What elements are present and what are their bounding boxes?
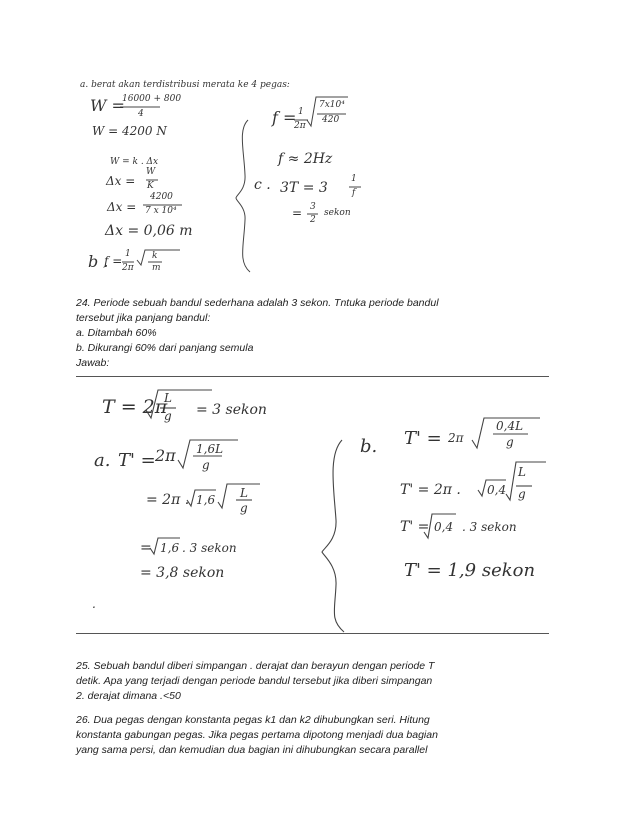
b-line2-root: 0,4 — [487, 483, 507, 497]
a-root-num: 1,6L — [196, 442, 224, 456]
T-lhs: T = 2π — [102, 396, 168, 418]
b-T-lhs: T' = — [404, 428, 442, 449]
a-2pi: 2π — [155, 446, 176, 465]
q24-line-2: tersebut jika panjang bandul: — [76, 312, 211, 324]
a-root-den: g — [202, 458, 210, 472]
question-26 — [76, 713, 556, 758]
dx-lhs-2: Δx = — [107, 200, 137, 214]
a-result: = 3,8 sekon — [140, 565, 225, 581]
f-approx: f ≈ 2Hz — [278, 151, 333, 167]
w-eq-k: W = k . Δx — [110, 157, 159, 167]
c-3t: 3T = 3 — [280, 180, 328, 196]
q24-line-1: 24. Periode sebuah bandul sederhana adalah 3 sekon. Tntuka periode bandul — [76, 297, 439, 309]
f-frac-num: 1 — [298, 107, 304, 117]
b-label: b. — [360, 436, 378, 457]
b-line2-root2-den: g — [518, 487, 526, 501]
stray-dot: . — [92, 597, 96, 611]
q24-line-5: Jawab: — [76, 357, 110, 369]
q24-line-3: a. Ditambah 60% — [76, 327, 157, 339]
c-unit: sekon — [324, 208, 351, 218]
dx-numerator-2: 4200 — [150, 192, 173, 202]
b-line2-root2-num: L — [518, 465, 526, 479]
dx-denominator-2: 7 x 10⁴ — [145, 206, 177, 216]
b-line3-root: 0,4 — [434, 520, 454, 534]
divider-bottom — [76, 633, 549, 634]
f-root-den: 420 — [322, 115, 340, 125]
a-line3-root: 1,6 — [160, 541, 180, 555]
f-frac-den: 2π — [294, 121, 306, 131]
b-root-num: k — [152, 251, 158, 261]
c-frac-den: f — [352, 188, 356, 198]
question-25 — [76, 659, 556, 704]
q26-line-3: yang sama persi, dan kemudian dua bagian ini dihubungkan secara parallel — [76, 744, 428, 756]
dx-lhs: Δx = — [106, 174, 136, 188]
a-line3-post: . 3 sekon — [182, 541, 237, 555]
a-line2-root2-den: g — [240, 501, 248, 515]
b-frac-num: 1 — [125, 249, 131, 259]
b-result: T' = 1,9 sekon — [404, 560, 536, 581]
w-numerator: 16000 + 800 — [122, 94, 182, 104]
dx-numerator: W — [146, 167, 156, 177]
b-f-lhs: f = — [104, 254, 123, 268]
q25-line-1: 25. Sebuah bandul diberi simpangan . derajat dan berayun dengan periode T — [76, 660, 435, 672]
w-lhs: W = — [90, 96, 125, 115]
b-line2-pre: T' = 2π . — [400, 482, 461, 498]
c-frac2-num: 3 — [310, 202, 316, 212]
b-frac-den: 2π — [122, 263, 134, 273]
f-lhs: f = — [272, 108, 297, 127]
f-root-num: 7x10⁴ — [319, 100, 345, 110]
b-root-den: m — [152, 263, 161, 273]
a-line2-root2-num: L — [240, 486, 248, 500]
b-line3-post: . 3 sekon — [462, 520, 517, 534]
q25-line-3: 2. derajat dimana .<50 — [76, 690, 181, 702]
q25-line-2: detik. Apa yang terjadi dengan periode bandul tersebut jika diberi simpangan — [76, 675, 433, 687]
T-result: = 3 sekon — [196, 402, 267, 418]
b-line3-pre: T' = — [400, 519, 430, 535]
w-result: W = 4200 N — [92, 124, 167, 138]
q24-line-4: b. Dikurangi 60% dari panjang semula — [76, 342, 254, 354]
q26-line-2: konstanta gabungan pegas. Jika pegas pertama dipotong menjadi dua bagian — [76, 729, 438, 741]
dx-denominator: K — [147, 181, 154, 191]
a-label: a. — [94, 450, 111, 471]
a-title-text: a. berat akan terdistribusi merata ke 4 pegas: — [80, 80, 290, 90]
b-root-num: 0,4L — [496, 419, 524, 433]
a-T-lhs: T' = — [118, 450, 156, 471]
a-line3-pre: = — [140, 540, 152, 556]
b-label: b . — [88, 252, 109, 271]
b-2pi: 2π — [448, 431, 464, 445]
T-root-num: L — [164, 391, 172, 405]
c-eq: = — [292, 206, 303, 220]
dx-result: Δx = 0,06 m — [105, 223, 193, 239]
b-root-den: g — [506, 435, 514, 449]
a-line2-root: 1,6 — [196, 493, 216, 507]
c-label: c . — [254, 177, 271, 193]
c-frac2-den: 2 — [310, 215, 316, 225]
a-line2-pre: = 2π . — [146, 492, 190, 508]
q26-line-1: 26. Dua pegas dengan konstanta pegas k1 dan k2 dihubungkan seri. Hitung — [76, 714, 430, 726]
c-frac-num: 1 — [351, 174, 357, 184]
T-root-den: g — [164, 409, 172, 423]
w-denominator: 4 — [138, 109, 144, 119]
